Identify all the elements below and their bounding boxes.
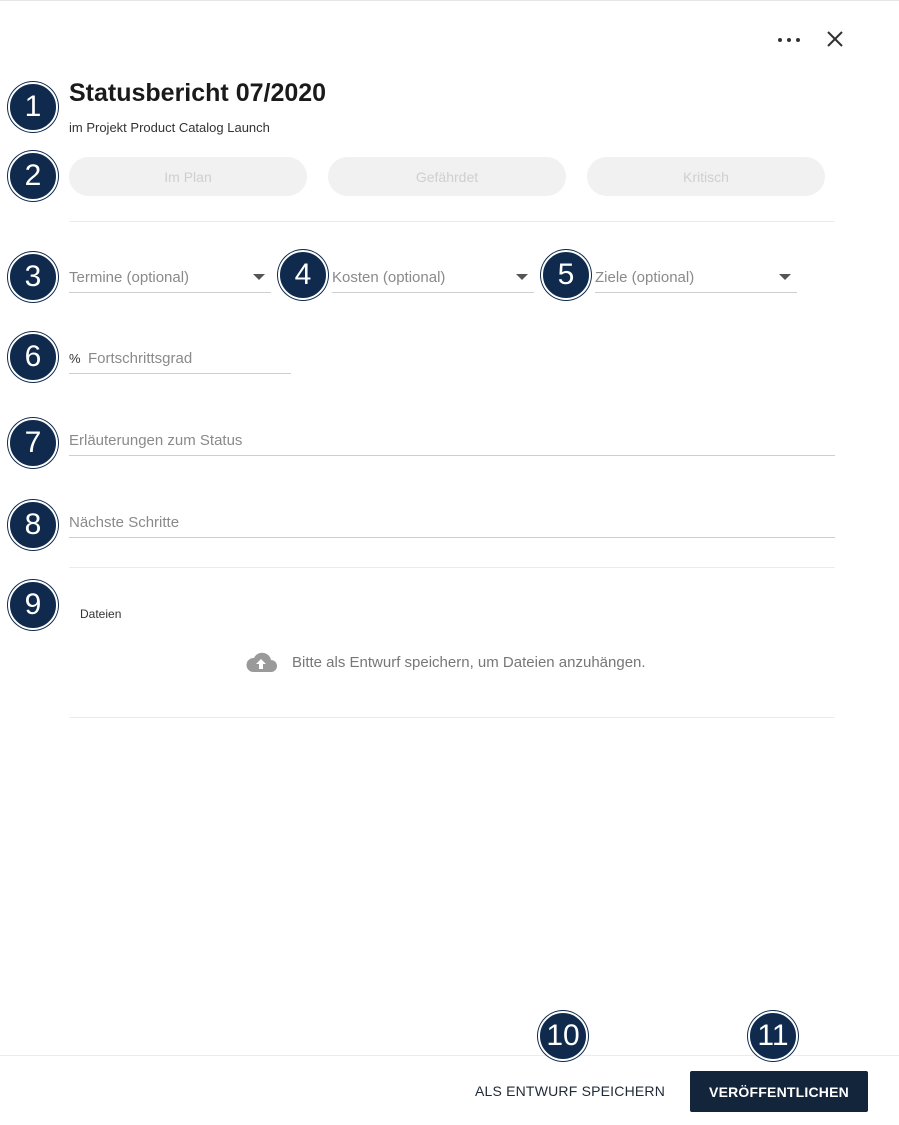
annotation-badge: 8 xyxy=(8,500,58,550)
annotation-badge: 6 xyxy=(8,332,58,382)
progress-label: Fortschrittsgrad xyxy=(88,350,193,367)
percent-prefix: % xyxy=(69,351,81,366)
chevron-down-icon xyxy=(253,274,265,280)
section-divider xyxy=(69,567,835,568)
ziele-select[interactable] xyxy=(595,263,797,293)
status-at-risk-button[interactable]: Gefährdet xyxy=(328,157,566,196)
section-divider xyxy=(69,221,835,222)
upload-hint-text: Bitte als Entwurf speichern, um Dateien anzuhängen. xyxy=(292,653,646,671)
next-steps-label: Nächste Schritte xyxy=(69,514,180,531)
progress-input[interactable] xyxy=(69,344,291,374)
annotation-badge: 10 xyxy=(538,1011,588,1061)
kosten-label: Kosten (optional) xyxy=(332,269,446,286)
annotation-badge: 7 xyxy=(8,418,58,468)
close-icon[interactable] xyxy=(824,28,846,50)
save-draft-button[interactable]: ALS ENTWURF SPEICHERN xyxy=(462,1071,678,1111)
top-border xyxy=(0,0,899,1)
annotation-badge: 3 xyxy=(8,252,58,302)
annotation-badge: 9 xyxy=(8,580,58,630)
publish-button[interactable]: VERÖFFENTLICHEN xyxy=(690,1071,868,1112)
termine-label: Termine (optional) xyxy=(69,269,190,286)
chevron-down-icon xyxy=(779,274,791,280)
upload-hint xyxy=(244,648,646,676)
cloud-upload-icon xyxy=(244,650,278,674)
termine-select[interactable] xyxy=(69,263,271,293)
annotation-badge: 1 xyxy=(8,82,58,132)
ziele-label: Ziele (optional) xyxy=(595,269,695,286)
next-steps-input[interactable] xyxy=(69,508,835,538)
status-explanation-input[interactable] xyxy=(69,426,835,456)
section-divider xyxy=(69,717,835,718)
project-subtitle: im Projekt Product Catalog Launch xyxy=(69,120,270,135)
files-label: Dateien xyxy=(80,607,122,621)
annotation-badge: 5 xyxy=(541,250,591,300)
kosten-select[interactable] xyxy=(332,263,534,293)
page-title: Statusbericht 07/2020 xyxy=(69,79,327,107)
status-on-track-button[interactable]: Im Plan xyxy=(69,157,307,196)
status-critical-button[interactable]: Kritisch xyxy=(587,157,825,196)
chevron-down-icon xyxy=(516,274,528,280)
annotation-badge: 11 xyxy=(748,1011,798,1061)
status-explanation-label: Erläuterungen zum Status xyxy=(69,432,243,449)
annotation-badge: 2 xyxy=(8,151,58,201)
more-horizontal-icon[interactable] xyxy=(776,30,802,50)
annotation-badge: 4 xyxy=(278,250,328,300)
